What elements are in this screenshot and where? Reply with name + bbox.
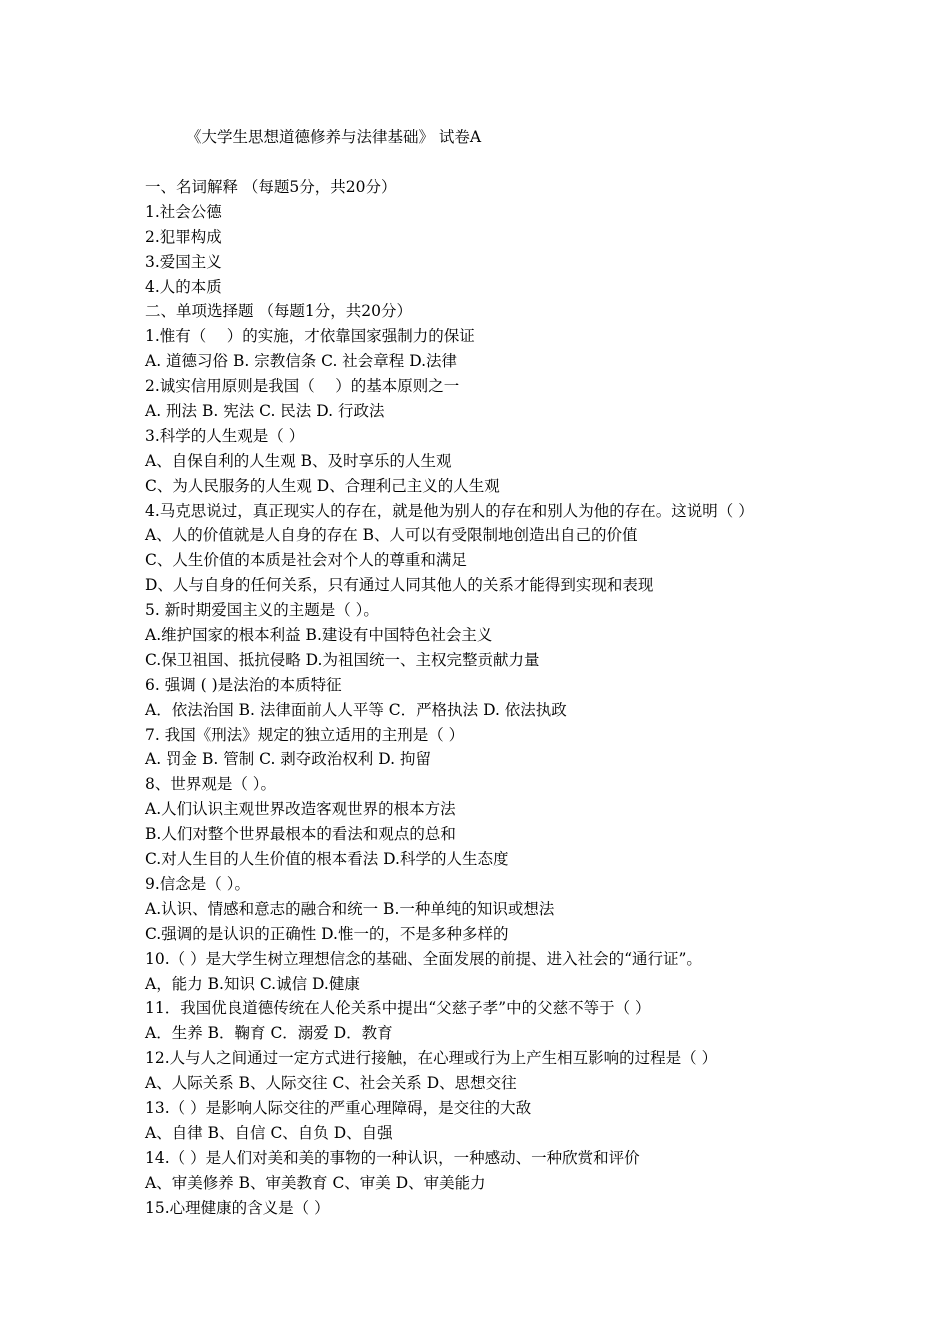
text-line: 3.爱国主义: [145, 252, 222, 271]
text-line: 11．我国优良道德传统在人伦关系中提出“父慈子孝”中的父慈不等于（ ）: [145, 999, 651, 1018]
text-line: A、审美修养 B、审美教育 C、审美 D、审美能力: [145, 1173, 486, 1192]
text-line: A.维护国家的根本利益 B.建设有中国特色社会主义: [145, 626, 493, 645]
text-line: 1.社会公德: [145, 202, 222, 221]
text-line: 3.科学的人生观是（ ）: [145, 426, 305, 445]
document-title: 《大学生思想道德修养与法律基础》 试卷A: [186, 128, 482, 146]
text-line: A．生养 B．鞠育 C．溺爱 D．教育: [145, 1024, 393, 1043]
text-line: 15.心理健康的含义是（ ）: [145, 1198, 330, 1217]
text-line: A．依法治国 B. 法律面前人人平等 C．严格执法 D. 依法执政: [145, 700, 567, 719]
text-line: C.强调的是认识的正确性 D.惟一的，不是多种多样的: [145, 924, 509, 943]
text-line: 5. 新时期爱国主义的主题是（ ）。: [145, 601, 379, 620]
text-line: A、自律 B、自信 C、自负 D、自强: [145, 1123, 393, 1142]
text-line: C.对人生目的人生价值的根本看法 D.科学的人生态度: [145, 850, 509, 869]
text-line: 10.（ ）是大学生树立理想信念的基础、全面发展的前提、进入社会的“通行证”。: [145, 949, 702, 968]
text-line: A.认识、情感和意志的融合和统一 B.一种单纯的知识或想法: [145, 899, 555, 918]
text-line: A.人们认识主观世界改造客观世界的根本方法: [145, 800, 456, 819]
text-line: 4.人的本质: [145, 277, 222, 296]
text-line: B.人们对整个世界最根本的看法和观点的总和: [145, 825, 456, 844]
text-line: A，能力 B.知识 C.诚信 D.健康: [145, 974, 360, 993]
text-line: A、人际关系 B、人际交往 C、社会关系 D、思想交往: [145, 1074, 517, 1093]
text-line: A、人的价值就是人自身的存在 B、人可以有受限制地创造出自己的价值: [145, 526, 638, 545]
text-line: 2.诚实信用原则是我国（ ）的基本原则之一: [145, 377, 460, 396]
text-line: A. 罚金 B. 管制 C. 剥夺政治权利 D. 拘留: [145, 750, 431, 769]
text-line: 6. 强调 ( )是法治的本质特征: [145, 675, 342, 694]
text-line: C、为人民服务的人生观 D、合理利己主义的人生观: [145, 476, 500, 495]
text-line: 9.信念是（ ）。: [145, 874, 250, 893]
text-line: 2.犯罪构成: [145, 227, 222, 246]
text-line: 1.惟有（ ）的实施，才依靠国家强制力的保证: [145, 327, 475, 346]
text-line: 4.马克思说过，真正现实人的存在，就是他为别人的存在和别人为他的存在。这说明（ ）: [145, 501, 754, 520]
text-line: 12.人与人之间通过一定方式进行接触，在心理或行为上产生相互影响的过程是（ ）: [145, 1049, 718, 1068]
text-line: A. 道德习俗 B. 宗教信条 C. 社会章程 D.法律: [145, 352, 458, 371]
text-line: 7. 我国《刑法》规定的独立适用的主刑是（ ）: [145, 725, 465, 744]
text-line: A、自保自利的人生观 B、及时享乐的人生观: [145, 451, 452, 470]
text-line: 一、名词解释 （每题5分，共20分）: [145, 178, 397, 196]
text-line: C、人生价值的本质是社会对个人的尊重和满足: [145, 551, 467, 570]
text-line: 8、世界观是（ ）。: [145, 775, 277, 794]
document-body: [145, 175, 925, 1220]
text-line: C.保卫祖国、抵抗侵略 D.为祖国统一、主权完整贡献力量: [145, 650, 540, 669]
text-line: D、人与自身的任何关系，只有通过人同其他人的关系才能得到实现和表现: [145, 576, 654, 595]
text-line: A. 刑法 B. 宪法 C. 民法 D. 行政法: [145, 402, 385, 421]
text-line: 14.（ ）是人们对美和美的事物的一种认识，一种感动、一种欣赏和评价: [145, 1148, 640, 1167]
text-line: 二、单项选择题 （每题1分，共20分）: [145, 302, 413, 321]
text-line: 13.（ ）是影响人际交往的严重心理障碍，是交往的大敌: [145, 1098, 532, 1117]
